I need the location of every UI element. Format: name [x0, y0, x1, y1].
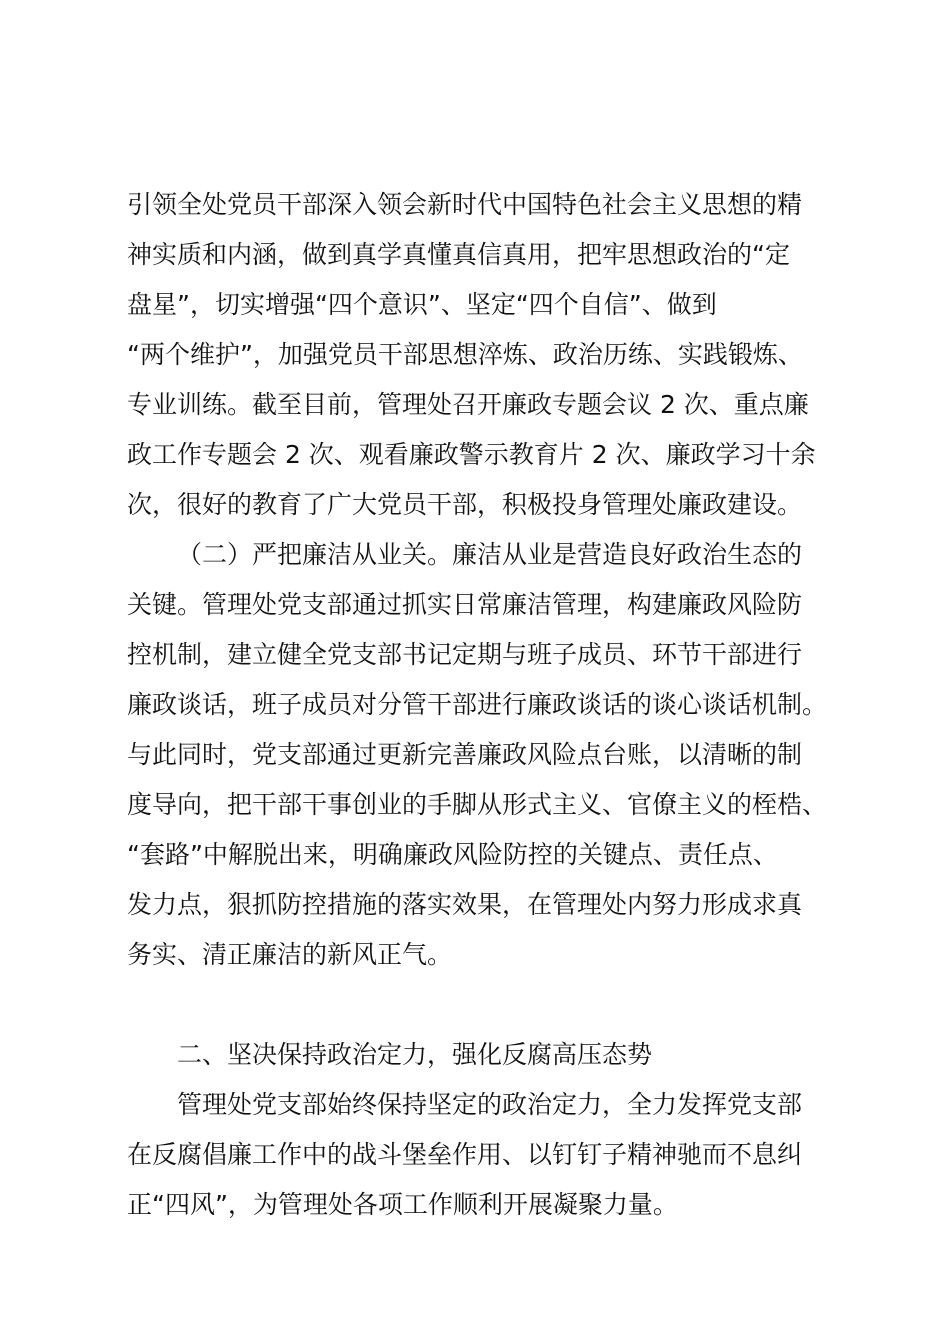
paragraph-intro — [127, 180, 847, 530]
text-line: 正“四风”，为管理处各项工作顺利开展凝聚力量。 — [127, 1190, 678, 1219]
text-line: 关键。管理处党支部通过抓实日常廉洁管理，构建廉政风险防 — [127, 590, 803, 619]
text-line: 度导向，把干部干事创业的手脚从形式主义、官僚主义的桎梏、 — [127, 790, 828, 819]
text-line: 盘星”，切实增强“四个意识”、坚定“四个自信”、做到 — [127, 290, 717, 319]
text-line: 专业训练。截至目前，管理处召开廉政专题会议 2 次、重点廉 — [127, 390, 809, 419]
text-line: 次，很好的教育了广大党员干部，积极投身管理处廉政建设。 — [127, 490, 803, 519]
text-line: 与此同时，党支部通过更新完善廉政风险点台账，以清晰的制 — [127, 740, 803, 769]
heading-line: 二、坚决保持政治定力，强化反腐高压态势 — [177, 1040, 653, 1069]
text-line: （二）严把廉洁从业关。廉洁从业是营造良好政治生态的 — [177, 540, 803, 569]
paragraph-integrity — [127, 530, 847, 1030]
text-line — [127, 980, 847, 1030]
text-line: 务实、清正廉洁的新风正气。 — [127, 940, 453, 969]
text-line: 政工作专题会 2 次、观看廉政警示教育片 2 次、廉政学习十余 — [127, 440, 816, 469]
document-body — [127, 180, 847, 1230]
text-line: “两个维护”，加强党员干部思想淬炼、政治历练、实践锻炼、 — [127, 340, 803, 369]
text-line: 发力点，狠抓防控措施的落实效果，在管理处内努力形成求真 — [127, 890, 803, 919]
text-line: 控机制，建立健全党支部书记定期与班子成员、环节干部进行 — [127, 640, 803, 669]
text-line: 管理处党支部始终保持坚定的政治定力，全力发挥党支部 — [177, 1090, 803, 1119]
paragraph-political-stance — [127, 1080, 847, 1230]
text-line: 廉政谈话，班子成员对分管干部进行廉政谈话的谈心谈话机制。 — [127, 690, 828, 719]
text-line: “套路”中解脱出来，明确廉政风险防控的关键点、责任点、 — [127, 840, 778, 869]
text-line: 神实质和内涵，做到真学真懂真信真用，把牢思想政治的“定 — [127, 240, 790, 269]
text-line: 在反腐倡廉工作中的战斗堡垒作用、以钉钉子精神驰而不息纠 — [127, 1140, 803, 1169]
text-line: 引领全处党员干部深入领会新时代中国特色社会主义思想的精 — [127, 190, 803, 219]
section-heading — [127, 1030, 847, 1080]
